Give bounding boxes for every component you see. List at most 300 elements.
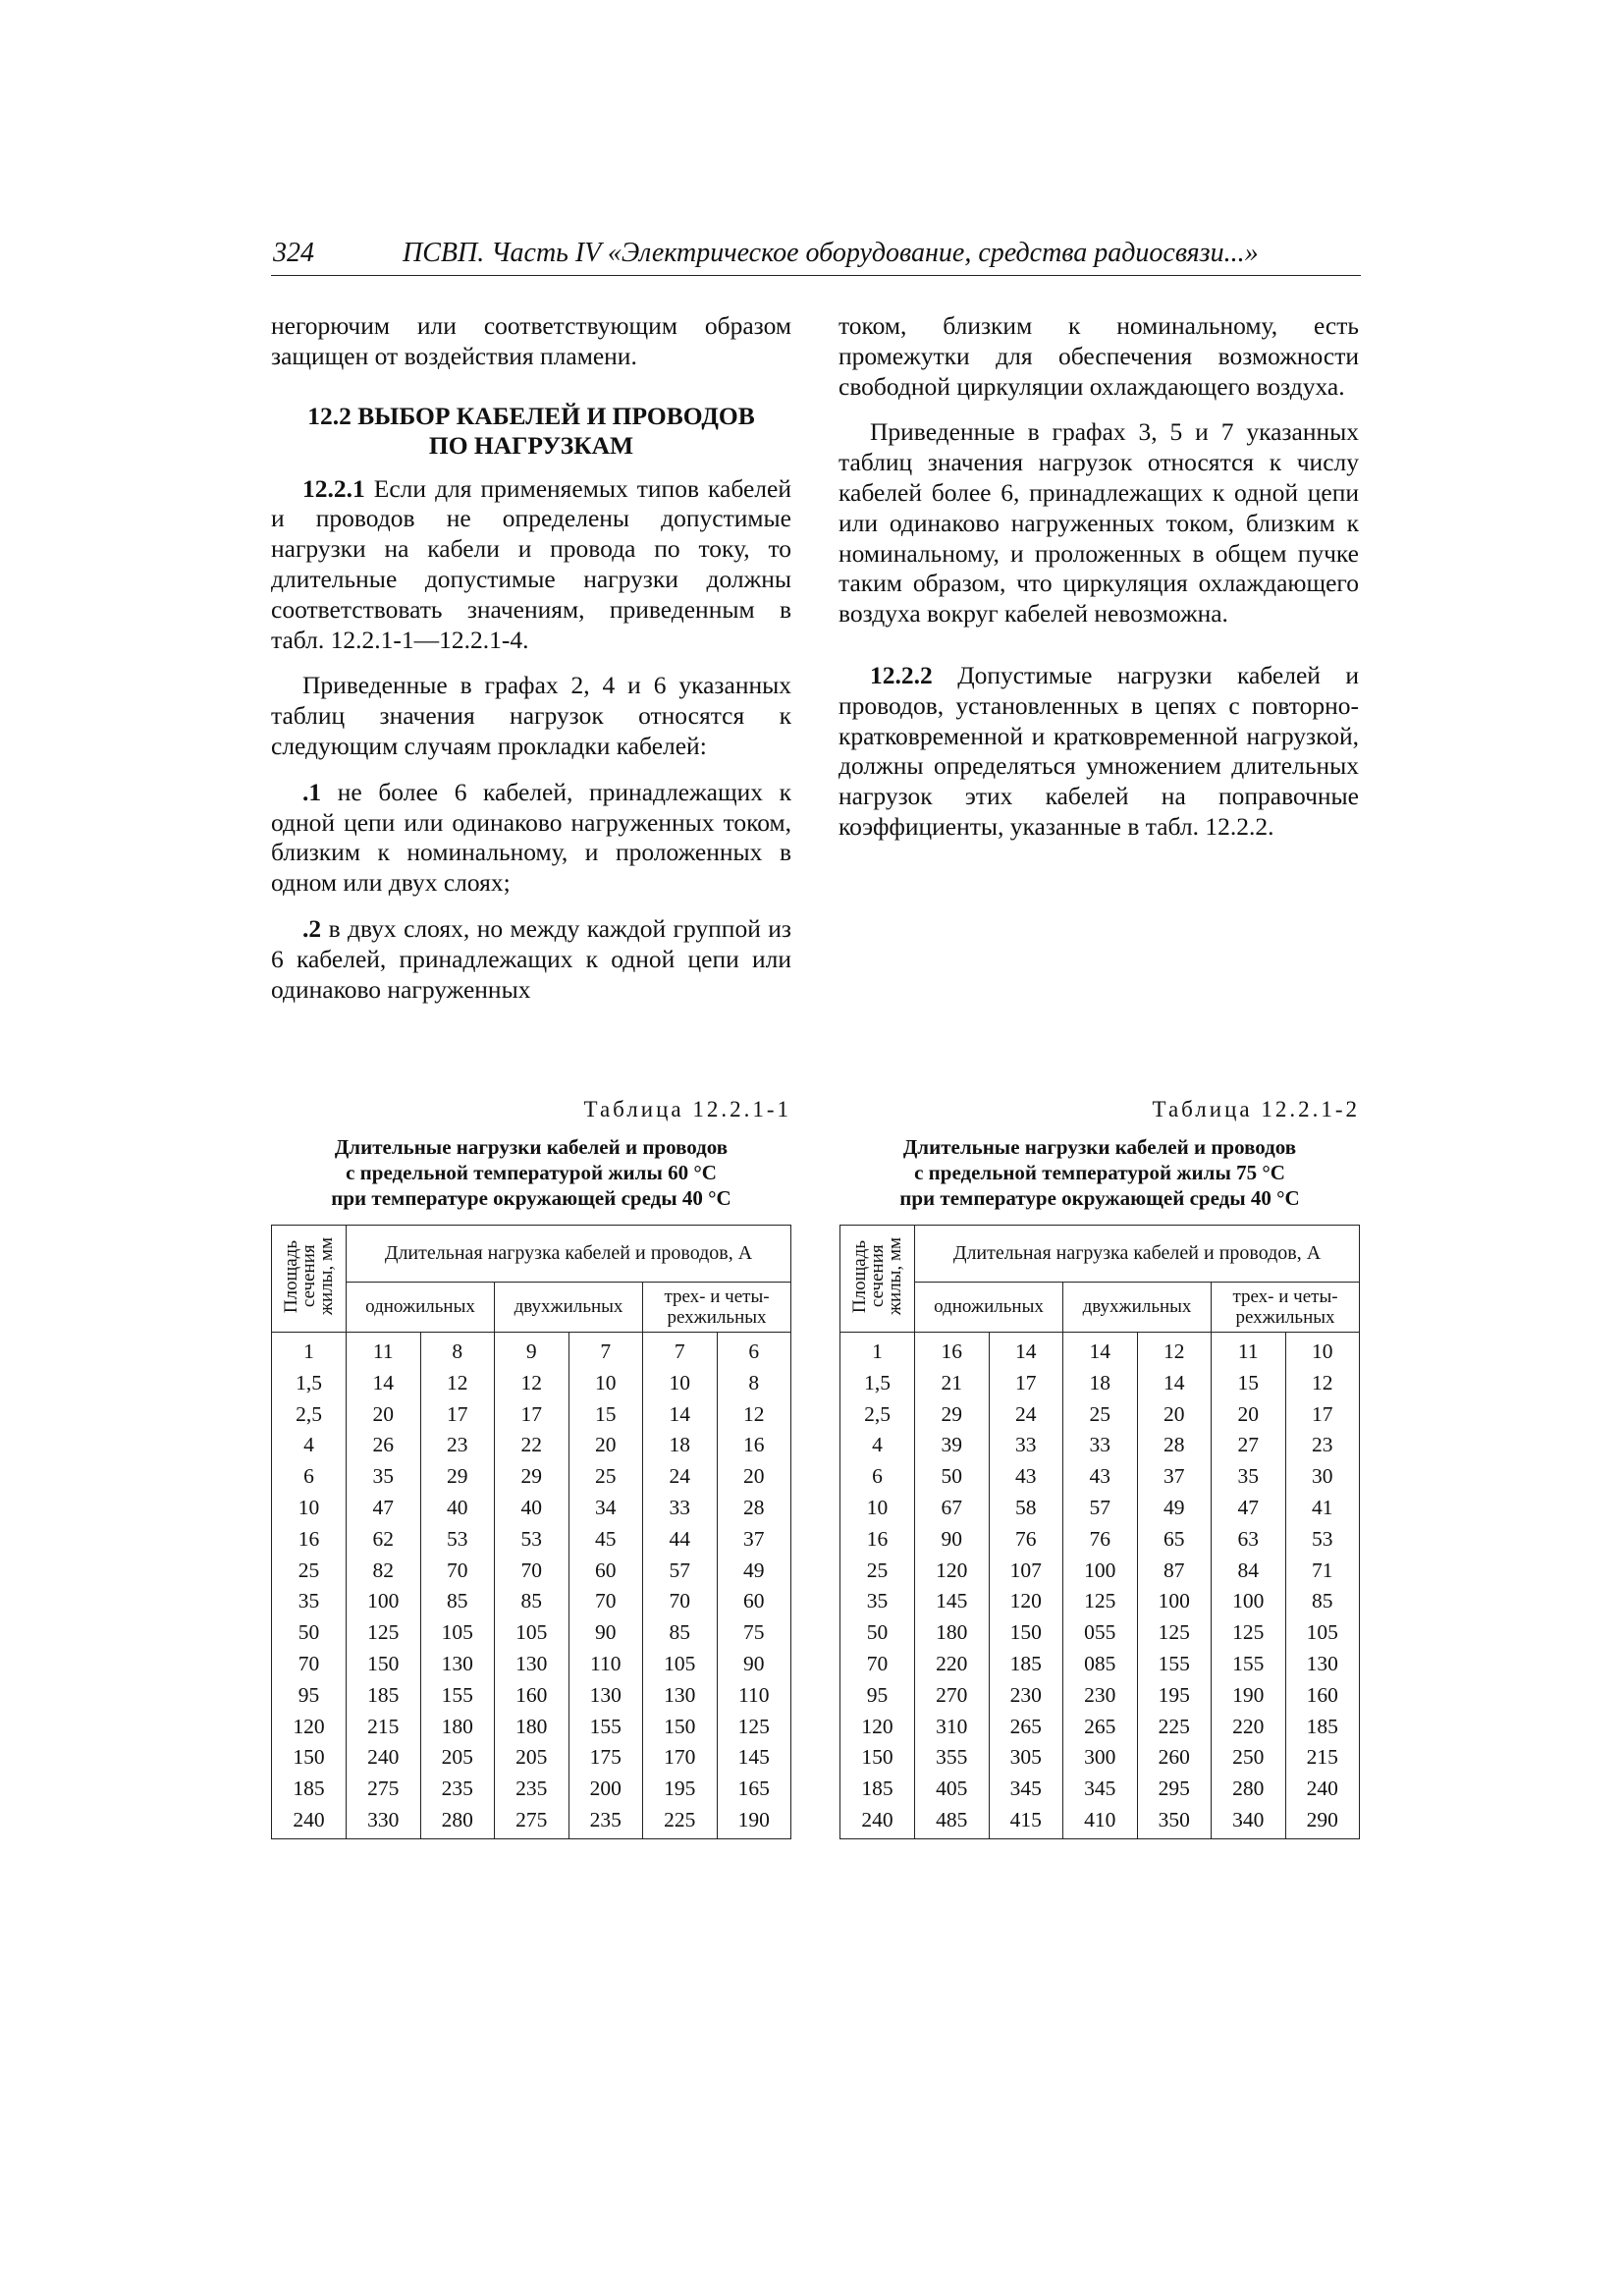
cell-load: 40 <box>420 1493 495 1524</box>
cell-load: 250 <box>1212 1742 1286 1774</box>
cell-load: 24 <box>989 1399 1063 1431</box>
table-row <box>272 1430 791 1461</box>
cell-load: 225 <box>1137 1712 1212 1743</box>
cell-load: 35 <box>347 1461 421 1493</box>
cell-load: 75 <box>717 1617 791 1649</box>
cell-area: 35 <box>840 1586 915 1617</box>
page-number: 324 <box>273 238 314 268</box>
cell-load: 84 <box>1212 1556 1286 1587</box>
cell-load: 33 <box>1063 1430 1138 1461</box>
table-row <box>840 1430 1360 1461</box>
cell-load: 53 <box>495 1524 569 1556</box>
table-row <box>272 1617 791 1649</box>
cell-load: 44 <box>643 1524 718 1556</box>
cell-load: 67 <box>915 1493 990 1524</box>
cell-load: 47 <box>347 1493 421 1524</box>
cell-load: 170 <box>643 1742 718 1774</box>
header-single-core: одножильных <box>347 1282 495 1332</box>
cell-load: 29 <box>495 1461 569 1493</box>
table-caption-line3: при температуре окружающей среды 40 °С <box>899 1186 1300 1210</box>
cell-load: 230 <box>989 1680 1063 1712</box>
cell-load: 85 <box>1285 1586 1360 1617</box>
cell-area: 1 <box>840 1333 915 1368</box>
cell-load: 85 <box>495 1586 569 1617</box>
cell-load: 57 <box>643 1556 718 1587</box>
cell-load: 43 <box>1063 1461 1138 1493</box>
table-caption-line1: Длительные нагрузки кабелей и проводов <box>334 1135 729 1159</box>
header-single-core: одножильных <box>915 1282 1063 1332</box>
cell-load: 160 <box>495 1680 569 1712</box>
cell-load: 70 <box>568 1586 643 1617</box>
cell-load: 34 <box>568 1493 643 1524</box>
table-row <box>840 1368 1360 1399</box>
cell-load: 155 <box>1212 1649 1286 1680</box>
cell-load: 290 <box>1285 1805 1360 1838</box>
cell-load: 50 <box>915 1461 990 1493</box>
cell-load: 185 <box>1285 1712 1360 1743</box>
cell-load: 130 <box>420 1649 495 1680</box>
cell-load: 265 <box>989 1712 1063 1743</box>
cell-load: 20 <box>1212 1399 1286 1431</box>
cell-area: 150 <box>272 1742 347 1774</box>
cell-load: 40 <box>495 1493 569 1524</box>
cell-area: 16 <box>840 1524 915 1556</box>
cell-area: 25 <box>272 1556 347 1587</box>
clause-number: 12.2.1 <box>302 473 365 503</box>
cell-load: 53 <box>420 1524 495 1556</box>
paragraph-12-2-1 <box>271 474 791 656</box>
cell-load: 17 <box>420 1399 495 1431</box>
cell-load: 43 <box>989 1461 1063 1493</box>
cell-load: 145 <box>717 1742 791 1774</box>
running-title: ПСВП. Часть IV «Электрическое оборудование, средства радиосвязи...» <box>403 238 1259 268</box>
cell-load: 62 <box>347 1524 421 1556</box>
table-row <box>840 1742 1360 1774</box>
table-row <box>272 1742 791 1774</box>
cell-load: 120 <box>989 1586 1063 1617</box>
cell-area: 150 <box>840 1742 915 1774</box>
cell-load: 190 <box>1212 1680 1286 1712</box>
cell-load: 70 <box>643 1586 718 1617</box>
continued-paragraph: током, близким к номинальному, есть промежутки для обеспечения возможности свободной циркуляции охлаждающего воздуха. <box>839 311 1359 401</box>
cell-load: 17 <box>989 1368 1063 1399</box>
cell-load: 310 <box>915 1712 990 1743</box>
cell-load: 53 <box>1285 1524 1360 1556</box>
cell-load: 160 <box>1285 1680 1360 1712</box>
cell-load: 82 <box>347 1556 421 1587</box>
table-row <box>272 1774 791 1805</box>
cell-load: 107 <box>989 1556 1063 1587</box>
table-block-12-2-1-1 <box>271 1097 791 1839</box>
header-load-group: Длительная нагрузка кабелей и проводов, А <box>347 1226 791 1283</box>
cell-load: 25 <box>1063 1399 1138 1431</box>
left-column <box>271 311 791 1005</box>
cell-load: 235 <box>495 1774 569 1805</box>
cell-load: 10 <box>643 1368 718 1399</box>
cell-load: 18 <box>1063 1368 1138 1399</box>
cell-area: 4 <box>840 1430 915 1461</box>
cell-area: 4 <box>272 1430 347 1461</box>
cell-load: 57 <box>1063 1493 1138 1524</box>
cell-load: 225 <box>643 1805 718 1838</box>
cell-load: 24 <box>643 1461 718 1493</box>
cell-load: 20 <box>568 1430 643 1461</box>
cell-area: 10 <box>840 1493 915 1524</box>
cell-load: 275 <box>495 1805 569 1838</box>
cell-load: 205 <box>495 1742 569 1774</box>
table-row <box>840 1774 1360 1805</box>
table-row <box>272 1712 791 1743</box>
table-caption <box>271 1134 791 1211</box>
table-label: Таблица 12.2.1-1 <box>583 1097 791 1121</box>
list-item-number: .2 <box>302 913 322 943</box>
table-caption-line3: при температуре окружающей среды 40 °С <box>331 1186 731 1210</box>
table-row <box>840 1712 1360 1743</box>
cell-load: 150 <box>643 1712 718 1743</box>
cell-load: 49 <box>1137 1493 1212 1524</box>
intro-paragraph: негорючим или соответствующим образом защищен от воздействия пламени. <box>271 311 791 370</box>
cell-load: 130 <box>568 1680 643 1712</box>
cell-load: 12 <box>1137 1333 1212 1368</box>
cell-load: 155 <box>420 1680 495 1712</box>
cell-load: 350 <box>1137 1805 1212 1838</box>
cell-load: 10 <box>1285 1333 1360 1368</box>
paragraph-columns-246: Приведенные в графах 2, 4 и 6 указанных таблиц значения нагрузок относятся к следующим случаям прокладки кабелей: <box>271 671 791 760</box>
cell-load: 155 <box>568 1712 643 1743</box>
cell-load: 37 <box>1137 1461 1212 1493</box>
cell-load: 165 <box>717 1774 791 1805</box>
load-table <box>839 1225 1360 1839</box>
cell-load: 21 <box>915 1368 990 1399</box>
cell-load: 17 <box>495 1399 569 1431</box>
cell-load: 295 <box>1137 1774 1212 1805</box>
cell-load: 230 <box>1063 1680 1138 1712</box>
cell-load: 16 <box>915 1333 990 1368</box>
table-row <box>272 1399 791 1431</box>
cell-load: 10 <box>568 1368 643 1399</box>
cell-load: 175 <box>568 1742 643 1774</box>
cell-load: 41 <box>1285 1493 1360 1524</box>
cell-load: 120 <box>915 1556 990 1587</box>
cell-load: 055 <box>1063 1617 1138 1649</box>
cell-load: 29 <box>420 1461 495 1493</box>
cell-area: 120 <box>272 1712 347 1743</box>
cell-load: 28 <box>1137 1430 1212 1461</box>
cell-area: 1,5 <box>272 1368 347 1399</box>
cell-area: 10 <box>272 1493 347 1524</box>
cell-load: 90 <box>717 1649 791 1680</box>
cell-load: 14 <box>347 1368 421 1399</box>
cell-load: 300 <box>1063 1742 1138 1774</box>
cell-load: 195 <box>643 1774 718 1805</box>
table-row <box>272 1805 791 1838</box>
paragraph-12-2-2 <box>839 661 1359 843</box>
clause-text: Допустимые нагрузки кабелей и проводов, установленных в цепях с повторно-кратковременной и кратковременной нагрузкой, должны определяться умножением длительных нагрузок этих кабелей на поправочные коэффициенты, указанные в табл. 12.2.2. <box>839 660 1360 841</box>
table-row <box>840 1493 1360 1524</box>
header-two-core: двухжильных <box>495 1282 643 1332</box>
cell-load: 355 <box>915 1742 990 1774</box>
table-row <box>840 1680 1360 1712</box>
cell-area: 6 <box>840 1461 915 1493</box>
cell-load: 47 <box>1212 1493 1286 1524</box>
cell-load: 265 <box>1063 1712 1138 1743</box>
cell-load: 200 <box>568 1774 643 1805</box>
cell-load: 23 <box>420 1430 495 1461</box>
cell-load: 20 <box>1137 1399 1212 1431</box>
cell-load: 235 <box>568 1805 643 1838</box>
cell-load: 6 <box>717 1333 791 1368</box>
cell-load: 45 <box>568 1524 643 1556</box>
cell-load: 280 <box>420 1805 495 1838</box>
table-caption-line2: с предельной температурой жилы 75 °С <box>914 1161 1285 1184</box>
cell-load: 18 <box>643 1430 718 1461</box>
header-two-core: двухжильных <box>1063 1282 1212 1332</box>
cell-load: 71 <box>1285 1556 1360 1587</box>
cell-load: 25 <box>568 1461 643 1493</box>
list-item-text: не более 6 кабелей, принадлежащих к одной цепи или одинаково нагруженных током, близким к номинальному, и проложенных в одном или двух слоях; <box>271 777 791 898</box>
cell-load: 33 <box>643 1493 718 1524</box>
cell-load: 215 <box>1285 1742 1360 1774</box>
cell-load: 240 <box>347 1742 421 1774</box>
cell-load: 23 <box>1285 1430 1360 1461</box>
cell-area: 120 <box>840 1712 915 1743</box>
clause-number: 12.2.2 <box>870 660 933 689</box>
cell-load: 90 <box>915 1524 990 1556</box>
list-item-text: в двух слоях, но между каждой группой из 6 кабелей, принадлежащих к одной цепи или одинаково нагруженных <box>271 913 791 1004</box>
cell-load: 125 <box>347 1617 421 1649</box>
cell-load: 275 <box>347 1774 421 1805</box>
cell-load: 20 <box>717 1461 791 1493</box>
table-row <box>840 1556 1360 1587</box>
cell-area: 1 <box>272 1333 347 1368</box>
cell-area: 95 <box>272 1680 347 1712</box>
cell-load: 155 <box>1137 1649 1212 1680</box>
cell-area: 185 <box>272 1774 347 1805</box>
cell-load: 125 <box>717 1712 791 1743</box>
table-row <box>272 1586 791 1617</box>
header-multi-core: трех- и четы- рехжильных <box>1212 1282 1360 1332</box>
cell-area: 16 <box>272 1524 347 1556</box>
table-row <box>840 1399 1360 1431</box>
cell-load: 105 <box>643 1649 718 1680</box>
cell-load: 405 <box>915 1774 990 1805</box>
cell-load: 105 <box>495 1617 569 1649</box>
cell-load: 125 <box>1063 1586 1138 1617</box>
cell-load: 100 <box>1212 1586 1286 1617</box>
cell-load: 8 <box>420 1333 495 1368</box>
cell-load: 7 <box>568 1333 643 1368</box>
header-area: Площадь сечения жилы, мм <box>272 1226 347 1333</box>
cell-load: 15 <box>568 1399 643 1431</box>
cell-area: 240 <box>840 1805 915 1838</box>
cell-area: 50 <box>840 1617 915 1649</box>
cell-load: 8 <box>717 1368 791 1399</box>
cell-load: 130 <box>643 1680 718 1712</box>
header-load-group: Длительная нагрузка кабелей и проводов, А <box>915 1226 1360 1283</box>
cell-load: 14 <box>1137 1368 1212 1399</box>
cell-load: 180 <box>915 1617 990 1649</box>
cell-load: 270 <box>915 1680 990 1712</box>
cell-load: 20 <box>347 1399 421 1431</box>
cell-load: 30 <box>1285 1461 1360 1493</box>
clause-text: Если для применяемых типов кабелей и проводов не определены допустимые нагрузки на кабели и провода по току, то длительные допустимые нагрузки должны соответствовать значениям, приведенным в табл. 12.2.1-1—12.2.1-4. <box>271 473 791 654</box>
cell-load: 16 <box>717 1430 791 1461</box>
cell-load: 100 <box>1137 1586 1212 1617</box>
cell-load: 17 <box>1285 1399 1360 1431</box>
cell-load: 345 <box>989 1774 1063 1805</box>
cell-load: 485 <box>915 1805 990 1838</box>
table-block-12-2-1-2 <box>839 1097 1360 1839</box>
cell-load: 35 <box>1212 1461 1286 1493</box>
section-heading-line1: 12.2 ВЫБОР КАБЕЛЕЙ И ПРОВОДОВ <box>307 401 755 430</box>
cell-load: 11 <box>1212 1333 1286 1368</box>
table-row <box>272 1524 791 1556</box>
cell-load: 085 <box>1063 1649 1138 1680</box>
table-caption-line1: Длительные нагрузки кабелей и проводов <box>902 1135 1297 1159</box>
cell-area: 25 <box>840 1556 915 1587</box>
cell-load: 33 <box>989 1430 1063 1461</box>
cell-load: 240 <box>1285 1774 1360 1805</box>
cell-load: 105 <box>420 1617 495 1649</box>
cell-load: 65 <box>1137 1524 1212 1556</box>
cell-load: 7 <box>643 1333 718 1368</box>
cell-area: 1,5 <box>840 1368 915 1399</box>
cell-area: 240 <box>272 1805 347 1838</box>
cell-load: 14 <box>989 1333 1063 1368</box>
cell-load: 150 <box>989 1617 1063 1649</box>
cell-load: 29 <box>915 1399 990 1431</box>
cell-load: 12 <box>495 1368 569 1399</box>
cell-load: 105 <box>1285 1617 1360 1649</box>
table-row <box>840 1617 1360 1649</box>
cell-load: 90 <box>568 1617 643 1649</box>
list-item-number: .1 <box>302 777 322 806</box>
cell-load: 39 <box>915 1430 990 1461</box>
cell-load: 26 <box>347 1430 421 1461</box>
cell-load: 125 <box>1137 1617 1212 1649</box>
cell-area: 70 <box>840 1649 915 1680</box>
table-row <box>840 1586 1360 1617</box>
cell-load: 15 <box>1212 1368 1286 1399</box>
cell-area: 95 <box>840 1680 915 1712</box>
cell-load: 85 <box>420 1586 495 1617</box>
cell-area: 2,5 <box>840 1399 915 1431</box>
cell-load: 410 <box>1063 1805 1138 1838</box>
table-row <box>840 1333 1360 1368</box>
cell-load: 110 <box>568 1649 643 1680</box>
cell-load: 125 <box>1212 1617 1286 1649</box>
cell-load: 9 <box>495 1333 569 1368</box>
cell-load: 76 <box>1063 1524 1138 1556</box>
cell-load: 180 <box>420 1712 495 1743</box>
load-table <box>271 1225 791 1839</box>
list-item-1 <box>271 778 791 899</box>
cell-load: 49 <box>717 1556 791 1587</box>
cell-load: 87 <box>1137 1556 1212 1587</box>
cell-load: 235 <box>420 1774 495 1805</box>
table-row <box>272 1493 791 1524</box>
cell-load: 76 <box>989 1524 1063 1556</box>
cell-load: 14 <box>1063 1333 1138 1368</box>
paragraph-columns-357: Приведенные в графах 3, 5 и 7 указанных таблиц значения нагрузок относятся к числу кабелей более 6, принадлежащих к одной цепи или одинаково нагруженных током, близким к номинальному, и проложенных в общем пучке таким образом, что циркуляция охлаждающего воздуха вокруг кабелей невозможна. <box>839 417 1359 629</box>
cell-load: 220 <box>915 1649 990 1680</box>
table-row <box>272 1556 791 1587</box>
cell-load: 280 <box>1212 1774 1286 1805</box>
cell-load: 11 <box>347 1333 421 1368</box>
table-row <box>840 1805 1360 1838</box>
list-item-2 <box>271 914 791 1005</box>
cell-area: 50 <box>272 1617 347 1649</box>
table-row <box>840 1649 1360 1680</box>
cell-load: 340 <box>1212 1805 1286 1838</box>
cell-load: 22 <box>495 1430 569 1461</box>
cell-load: 180 <box>495 1712 569 1743</box>
cell-area: 185 <box>840 1774 915 1805</box>
cell-load: 37 <box>717 1524 791 1556</box>
cell-load: 415 <box>989 1805 1063 1838</box>
cell-load: 305 <box>989 1742 1063 1774</box>
cell-load: 220 <box>1212 1712 1286 1743</box>
cell-load: 205 <box>420 1742 495 1774</box>
cell-area: 2,5 <box>272 1399 347 1431</box>
table-row <box>272 1333 791 1368</box>
cell-load: 60 <box>568 1556 643 1587</box>
table-caption-line2: с предельной температурой жилы 60 °С <box>346 1161 717 1184</box>
cell-load: 260 <box>1137 1742 1212 1774</box>
cell-load: 85 <box>643 1617 718 1649</box>
running-header <box>271 238 1361 276</box>
cell-load: 130 <box>495 1649 569 1680</box>
cell-load: 185 <box>989 1649 1063 1680</box>
table-caption <box>839 1134 1360 1211</box>
cell-load: 70 <box>495 1556 569 1587</box>
cell-load: 185 <box>347 1680 421 1712</box>
cell-load: 190 <box>717 1805 791 1838</box>
cell-load: 330 <box>347 1805 421 1838</box>
cell-load: 12 <box>420 1368 495 1399</box>
table-row <box>272 1461 791 1493</box>
table-row <box>840 1461 1360 1493</box>
table-row <box>272 1680 791 1712</box>
cell-load: 27 <box>1212 1430 1286 1461</box>
cell-load: 130 <box>1285 1649 1360 1680</box>
cell-load: 63 <box>1212 1524 1286 1556</box>
cell-area: 6 <box>272 1461 347 1493</box>
cell-load: 60 <box>717 1586 791 1617</box>
cell-load: 195 <box>1137 1680 1212 1712</box>
cell-load: 100 <box>347 1586 421 1617</box>
cell-load: 110 <box>717 1680 791 1712</box>
cell-load: 28 <box>717 1493 791 1524</box>
table-row <box>272 1649 791 1680</box>
cell-load: 70 <box>420 1556 495 1587</box>
cell-load: 215 <box>347 1712 421 1743</box>
table-row <box>272 1368 791 1399</box>
section-heading-line2: ПО НАГРУЗКАМ <box>428 430 634 460</box>
cell-load: 12 <box>717 1399 791 1431</box>
header-multi-core: трех- и четы- рехжильных <box>643 1282 791 1332</box>
section-heading <box>271 402 791 461</box>
header-area: Площадь сечения жилы, мм <box>840 1226 915 1333</box>
cell-load: 14 <box>643 1399 718 1431</box>
cell-load: 345 <box>1063 1774 1138 1805</box>
cell-area: 35 <box>272 1586 347 1617</box>
right-column <box>839 311 1359 843</box>
cell-load: 145 <box>915 1586 990 1617</box>
cell-load: 150 <box>347 1649 421 1680</box>
table-row <box>840 1524 1360 1556</box>
cell-load: 12 <box>1285 1368 1360 1399</box>
